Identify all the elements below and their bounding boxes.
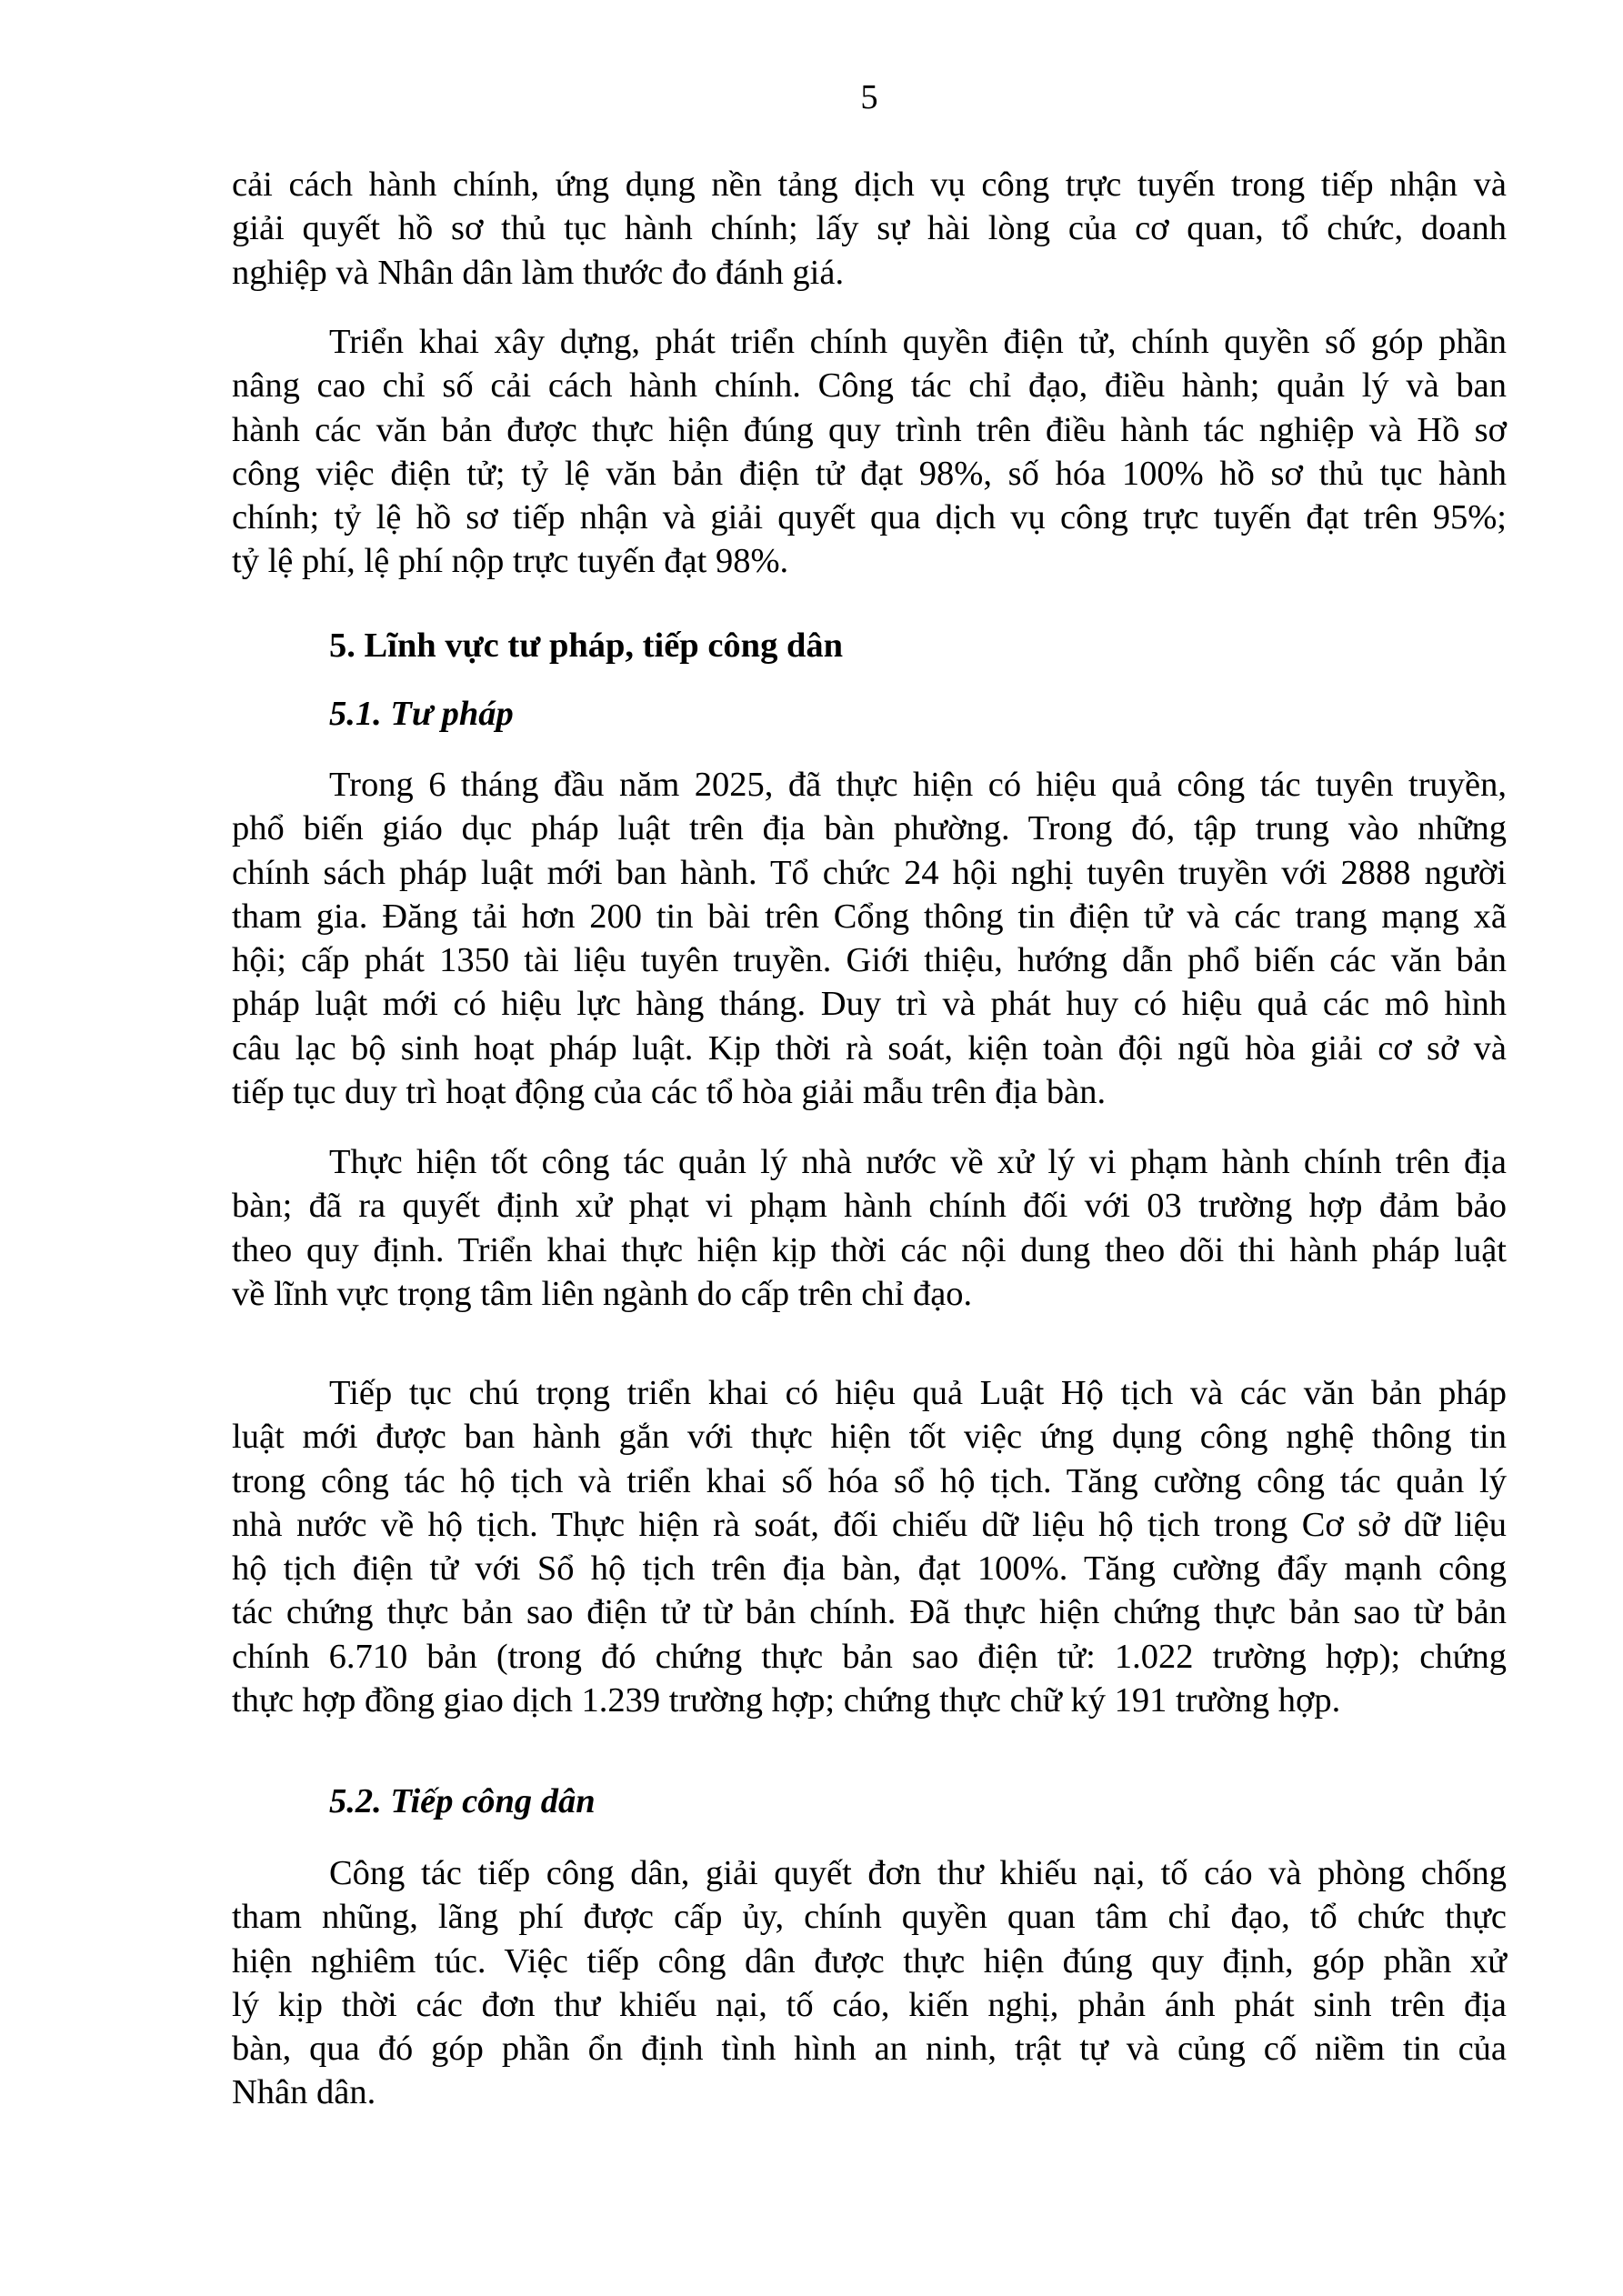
paragraph-digital-government [232, 320, 1507, 584]
paragraph-line: tỷ lệ phí, lệ phí nộp trực tuyến đạt 98%. [232, 542, 789, 581]
subsection-5-2-block [232, 1780, 1507, 1823]
paragraph-line: tiếp tục duy trì hoạt động của các tổ hòa giải mẫu trên địa bàn. [232, 1073, 1107, 1112]
paragraph-civil-status [232, 1371, 1507, 1722]
paragraph-line: tác chứng thực bản sao điện tử từ bản chính. Đã thực hiện chứng thực bản sao từ bản [232, 1593, 1507, 1632]
paragraph-line: Tiếp tục chú trọng triển khai có hiệu quả Luật Hộ tịch và các văn bản pháp [329, 1374, 1507, 1412]
subsection-heading: 5.1. Tư pháp [329, 695, 514, 733]
paragraph-line: nhà nước về hộ tịch. Thực hiện rà soát, đối chiếu dữ liệu hộ tịch trong Cơ sở dữ liệu [232, 1505, 1507, 1544]
paragraph-line: hộ tịch điện tử với Sổ hộ tịch trên địa bàn, đạt 100%. Tăng cường đẩy mạnh công [232, 1549, 1507, 1589]
paragraph-line: chính; tỷ lệ hồ sơ tiếp nhận và giải quyết qua dịch vụ công trực tuyến đạt trên 95%; [232, 498, 1507, 537]
paragraph-line: phổ biến giáo dục pháp luật trên địa bàn phường. Trong đó, tập trung vào những [232, 809, 1507, 848]
paragraph-line: cải cách hành chính, ứng dụng nền tảng dịch vụ công trực tuyến trong tiếp nhận và [232, 165, 1507, 204]
paragraph-line: lý kịp thời các đơn thư khiếu nại, tố cáo, kiến nghị, phản ánh phát sinh trên địa [232, 1985, 1507, 2024]
paragraph-line: câu lạc bộ sinh hoạt pháp luật. Kịp thời rà soát, kiện toàn đội ngũ hòa giải cơ sở và [232, 1028, 1507, 1068]
paragraph-line: Công tác tiếp công dân, giải quyết đơn thư khiếu nại, tố cáo và phòng chống [329, 1854, 1507, 1892]
subsection-heading: 5.2. Tiếp công dân [329, 1782, 596, 1820]
paragraph-line: theo quy định. Triển khai thực hiện kịp thời các nội dung theo dõi thi hành pháp luật [232, 1230, 1507, 1269]
paragraph-line: Thực hiện tốt công tác quản lý nhà nước về xử lý vi phạm hành chính trên địa [329, 1143, 1507, 1181]
paragraph-administrative-violations [232, 1140, 1507, 1316]
paragraph-line: Trong 6 tháng đầu năm 2025, đã thực hiện có hiệu quả công tác tuyên truyền, [329, 766, 1507, 804]
paragraph-line: bàn; đã ra quyết định xử phạt vi phạm hành chính đối với 03 trường hợp đảm bảo [232, 1187, 1507, 1226]
section-5-block [232, 624, 1507, 667]
paragraph-line: tham gia. Đăng tải hơn 200 tin bài trên Cổng thông tin điện tử và các trang mạng xã [232, 897, 1507, 936]
paragraph-admin-reform-continuation [232, 163, 1507, 295]
page-number: 5 [860, 78, 878, 116]
section-heading: 5. Lĩnh vực tư pháp, tiếp công dân [329, 627, 844, 665]
paragraph-citizen-reception [232, 1851, 1507, 2115]
paragraph-line: công việc điện tử; tỷ lệ văn bản điện tử đạt 98%, số hóa 100% hồ sơ thủ tục hành [232, 454, 1507, 493]
paragraph-line: tham nhũng, lãng phí được cấp ủy, chính quyền quan tâm chỉ đạo, tổ chức thực [232, 1898, 1507, 1937]
paragraph-line: nâng cao chỉ số cải cách hành chính. Công tác chỉ đạo, điều hành; quản lý và ban [232, 366, 1507, 406]
paragraph-line: Triển khai xây dựng, phát triển chính quyền điện tử, chính quyền số góp phần [329, 323, 1507, 361]
paragraph-line: hội; cấp phát 1350 tài liệu tuyên truyền. Giới thiệu, hướng dẫn phổ biến các văn bản [232, 941, 1507, 980]
paragraph-line: hành các văn bản được thực hiện đúng quy trình trên điều hành tác nghiệp và Hồ sơ [232, 410, 1507, 449]
paragraph-line: Nhân dân. [232, 2073, 376, 2112]
paragraph-line: nghiệp và Nhân dân làm thước đo đánh giá. [232, 253, 845, 292]
paragraph-line: chính sách pháp luật mới ban hành. Tổ chức 24 hội nghị tuyên truyền với 2888 người [232, 853, 1507, 892]
paragraph-line: giải quyết hồ sơ thủ tục hành chính; lấy sự hài lòng của cơ quan, tổ chức, doanh [232, 209, 1507, 248]
subsection-5-1-block [232, 692, 1507, 736]
paragraph-line: bàn, qua đó góp phần ổn định tình hình an ninh, trật tự và củng cố niềm tin của [232, 2030, 1507, 2069]
paragraph-legal-dissemination [232, 763, 1507, 1114]
paragraph-line: chính 6.710 bản (trong đó chứng thực bản sao điện tử: 1.022 trường hợp); chứng [232, 1637, 1507, 1676]
paragraph-line: trong công tác hộ tịch và triển khai số hóa sổ hộ tịch. Tăng cường công tác quản lý [232, 1461, 1507, 1500]
paragraph-line: về lĩnh vực trọng tâm liên ngành do cấp trên chỉ đạo. [232, 1274, 973, 1313]
paragraph-line: hiện nghiêm túc. Việc tiếp công dân được thực hiện đúng quy định, góp phần xử [232, 1941, 1507, 1980]
paragraph-line: thực hợp đồng giao dịch 1.239 trường hợp; chứng thực chữ ký 191 trường hợp. [232, 1681, 1341, 1720]
paragraph-line: luật mới được ban hành gắn với thực hiện tốt việc ứng dụng công nghệ thông tin [232, 1418, 1507, 1457]
paragraph-line: pháp luật mới có hiệu lực hàng tháng. Duy trì và phát huy có hiệu quả các mô hình [232, 985, 1507, 1024]
